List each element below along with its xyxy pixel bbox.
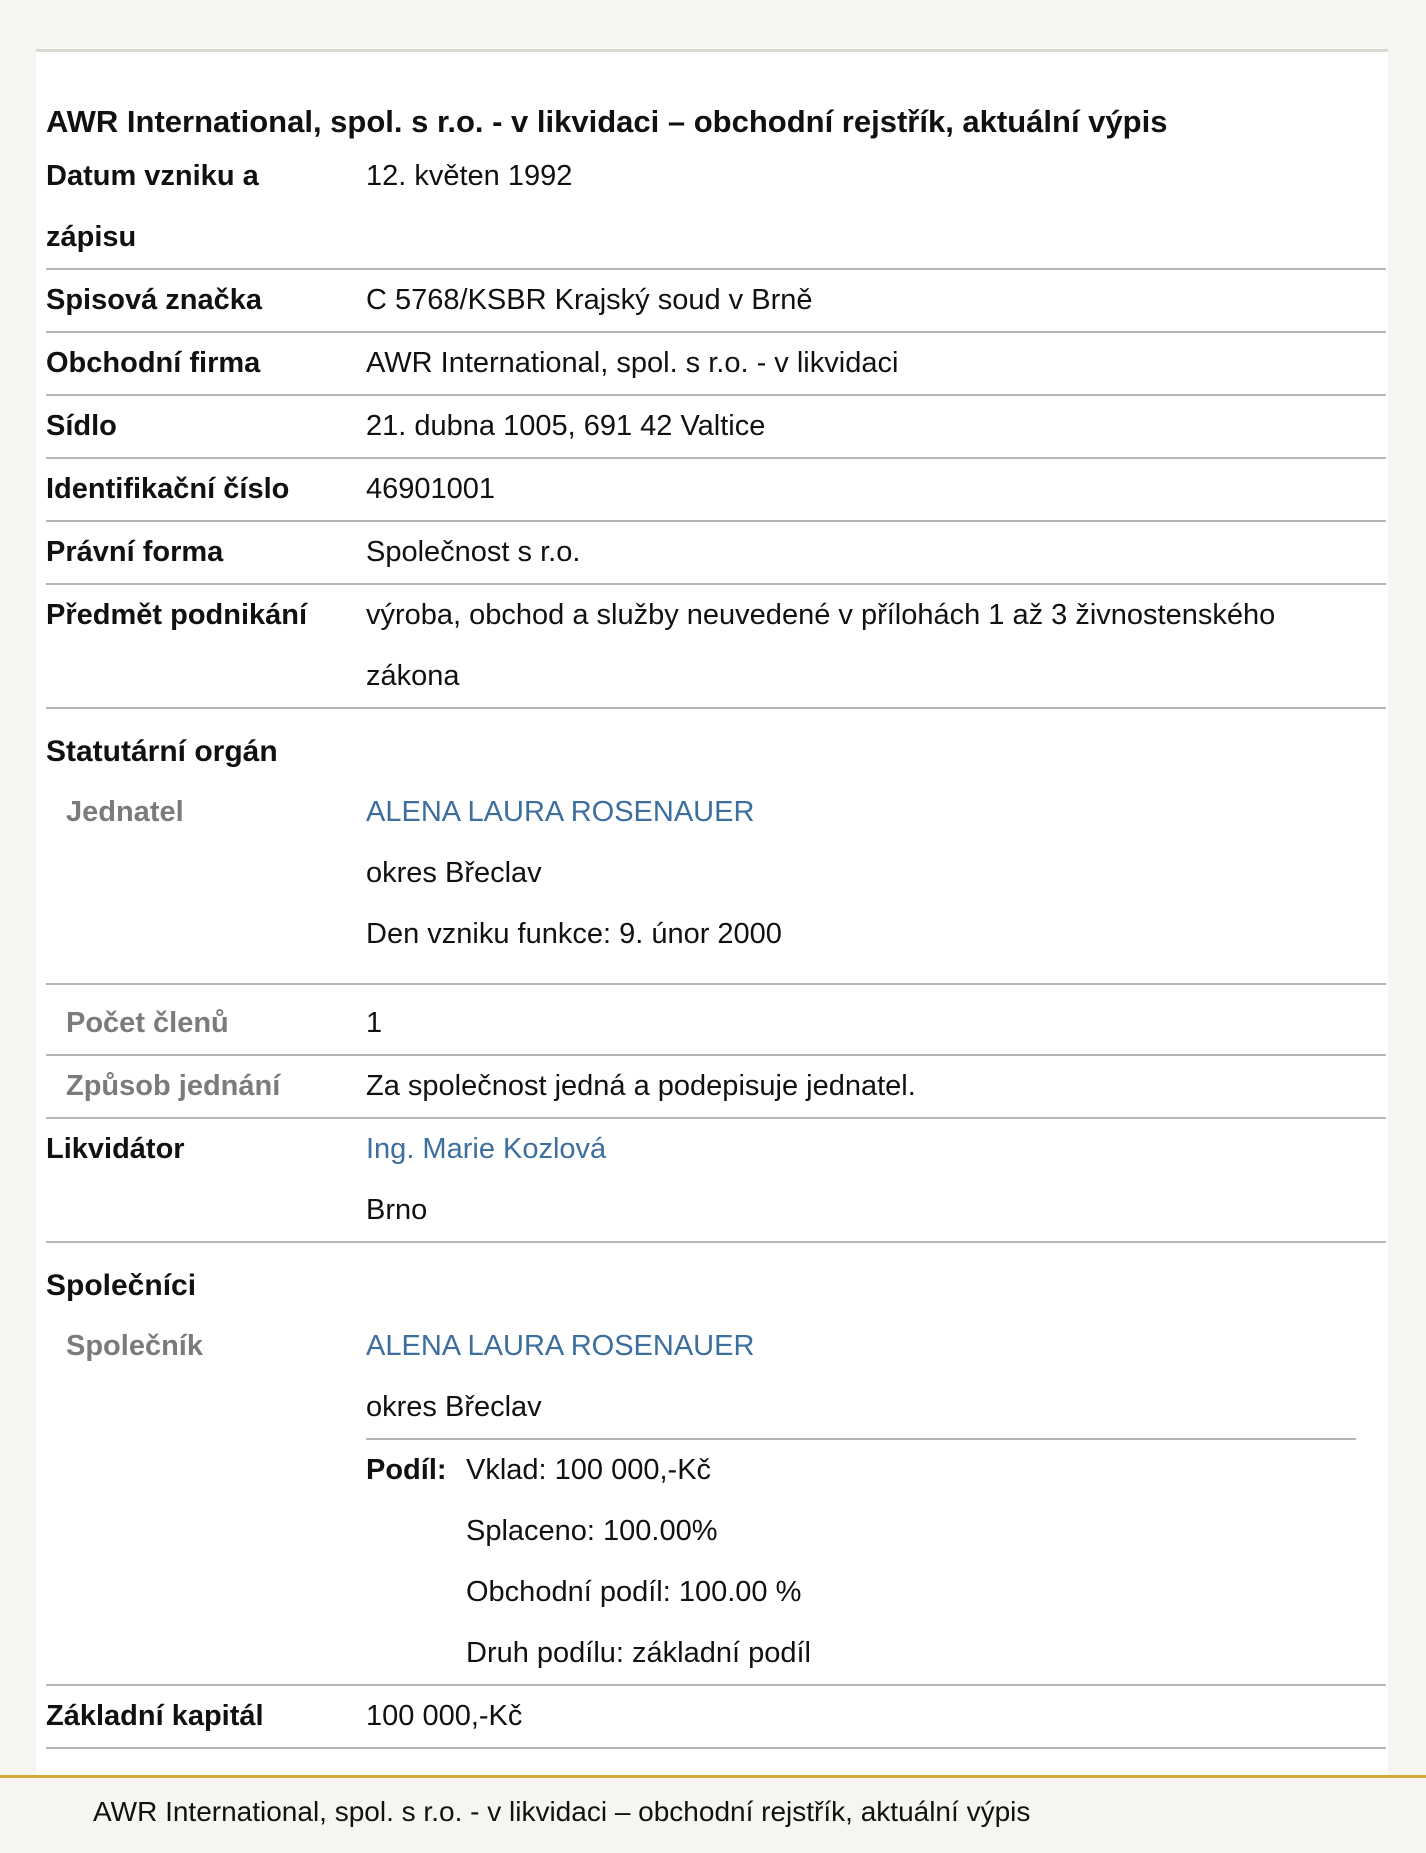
row-spolecnik — [46, 1316, 1386, 1686]
row-label: Způsob jednání — [66, 1070, 281, 1102]
row-pravni-forma — [46, 522, 1386, 585]
row-label: Počet členů — [66, 1007, 229, 1039]
row-obchodni-firma — [46, 333, 1386, 396]
document-sheet — [36, 52, 1388, 1775]
jednatel-name-link[interactable]: ALENA LAURA ROSENAUER — [366, 796, 755, 828]
row-value: Za společnost jedná a podepisuje jednatel. — [366, 1070, 916, 1102]
row-label: Identifikační číslo — [46, 473, 290, 505]
row-spisova-znacka — [46, 270, 1386, 333]
row-value: Ing. Marie Kozlová Brno — [366, 1133, 607, 1226]
row-label: Jednatel — [66, 796, 184, 828]
row-value: 21. dubna 1005, 691 42 Valtice — [366, 410, 766, 442]
row-zpusob-jednani — [46, 1056, 1386, 1119]
share-label: Podíl: — [366, 1454, 447, 1486]
page-title: AWR International, spol. s r.o. - v likvidaci – obchodní rejstřík, aktuální výpis — [46, 104, 1168, 139]
row-datum-vzniku — [46, 146, 1386, 270]
footer-title: AWR International, spol. s r.o. - v likvidaci – obchodní rejstřík, aktuální výpis — [93, 1796, 1031, 1827]
row-value: Společnost s r.o. — [366, 536, 581, 568]
row-label: Předmět podnikání — [46, 599, 308, 631]
row-zakladni-kapital — [46, 1686, 1386, 1749]
row-label: Základní kapitál — [46, 1700, 264, 1732]
row-value: 12. květen 1992 — [366, 160, 573, 192]
row-label: Sídlo — [46, 410, 117, 442]
row-value: výroba, obchod a služby neuvedené v přílohách 1 až 3 živnostenského zákona — [366, 599, 1276, 692]
row-value: 1 — [366, 1007, 383, 1039]
row-label: Spisová značka — [46, 284, 262, 316]
row-jednatel — [46, 782, 1386, 985]
row-value: ALENA LAURA ROSENAUER okres Břeclav Podíl: Vklad: 100 000,-Kč Splaceno: 100.00% Obchodní podíl: 100.00 % Druh podílu: základní podíl — [366, 1316, 1386, 1684]
spolecnik-name-link[interactable]: ALENA LAURA ROSENAUER — [366, 1330, 755, 1362]
row-value: ALENA LAURA ROSENAUER okres Břeclav Den vzniku funkce: 9. únor 2000 — [366, 796, 782, 950]
row-likvidator — [46, 1119, 1386, 1243]
row-predmet-podnikani — [46, 585, 1386, 709]
row-sidlo — [46, 396, 1386, 459]
row-pocet-clenu — [46, 985, 1386, 1056]
share-block — [366, 1438, 1356, 1684]
row-label: Datum vzniku a zápisu — [46, 160, 259, 253]
row-label: Likvidátor — [46, 1133, 185, 1165]
row-label: Právní forma — [46, 536, 224, 568]
row-value: C 5768/KSBR Krajský soud v Brně — [366, 284, 813, 316]
footer — [0, 1775, 1426, 1853]
likvidator-name-link[interactable]: Ing. Marie Kozlová — [366, 1133, 607, 1165]
section-spolecnici: Společníci — [46, 1269, 197, 1302]
share-values: Vklad: 100 000,-Kč Splaceno: 100.00% Obchodní podíl: 100.00 % Druh podílu: základní podíl — [466, 1454, 811, 1669]
row-identifikacni-cislo — [46, 459, 1386, 522]
register-extract — [46, 98, 1386, 1749]
row-value: 100 000,-Kč — [366, 1700, 523, 1732]
row-value: AWR International, spol. s r.o. - v likvidaci — [366, 347, 899, 379]
row-label: Obchodní firma — [46, 347, 261, 379]
row-label: Společník — [66, 1330, 203, 1362]
row-value: 46901001 — [366, 473, 496, 505]
section-statutarni-organ: Statutární orgán — [46, 735, 278, 768]
